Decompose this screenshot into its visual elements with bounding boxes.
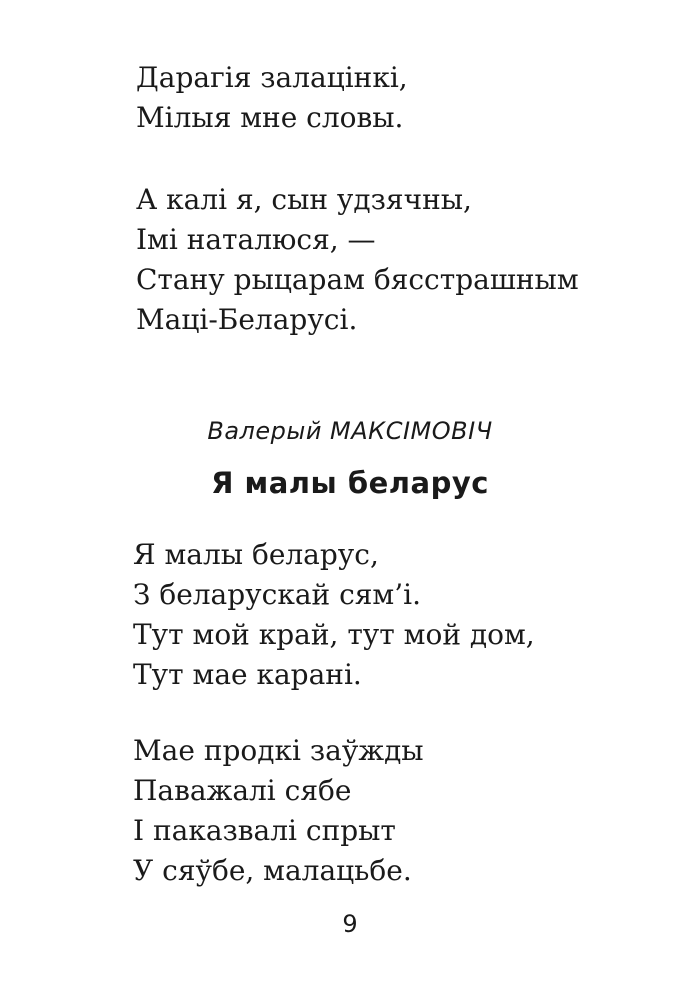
- verse-line: І паказвалі спрыт: [133, 814, 396, 847]
- poem-author: Валерый МАКСІМОВІЧ: [207, 417, 493, 445]
- page-number: 9: [342, 910, 358, 938]
- verse-line: Мае продкі заўжды: [133, 734, 424, 767]
- verse-line: Тут мой край, тут мой дом,: [133, 618, 535, 651]
- verse-line: Маці-Беларусі.: [136, 303, 358, 336]
- verse-line: У сяўбе, малацьбе.: [133, 854, 412, 887]
- verse-line: З беларускай сям’і.: [133, 578, 421, 611]
- verse-line: Тут мае карані.: [133, 658, 362, 691]
- verse-line: Паважалі сябе: [133, 774, 352, 807]
- stanza-4: [133, 731, 424, 891]
- verse-line: Я малы беларус,: [133, 538, 379, 571]
- stanza-2: [136, 180, 579, 340]
- stanza-1: [136, 58, 408, 138]
- verse-line: Дарагія залацінкі,: [136, 61, 408, 94]
- verse-line: Мілыя мне словы.: [136, 101, 404, 134]
- verse-line: Імі наталюся, —: [136, 223, 376, 256]
- stanza-3: [133, 535, 535, 695]
- poem-title: Я малы беларус: [211, 466, 489, 500]
- verse-line: Стану рыцарам бясстрашным: [136, 263, 579, 296]
- verse-line: А калі я, сын удзячны,: [136, 183, 472, 216]
